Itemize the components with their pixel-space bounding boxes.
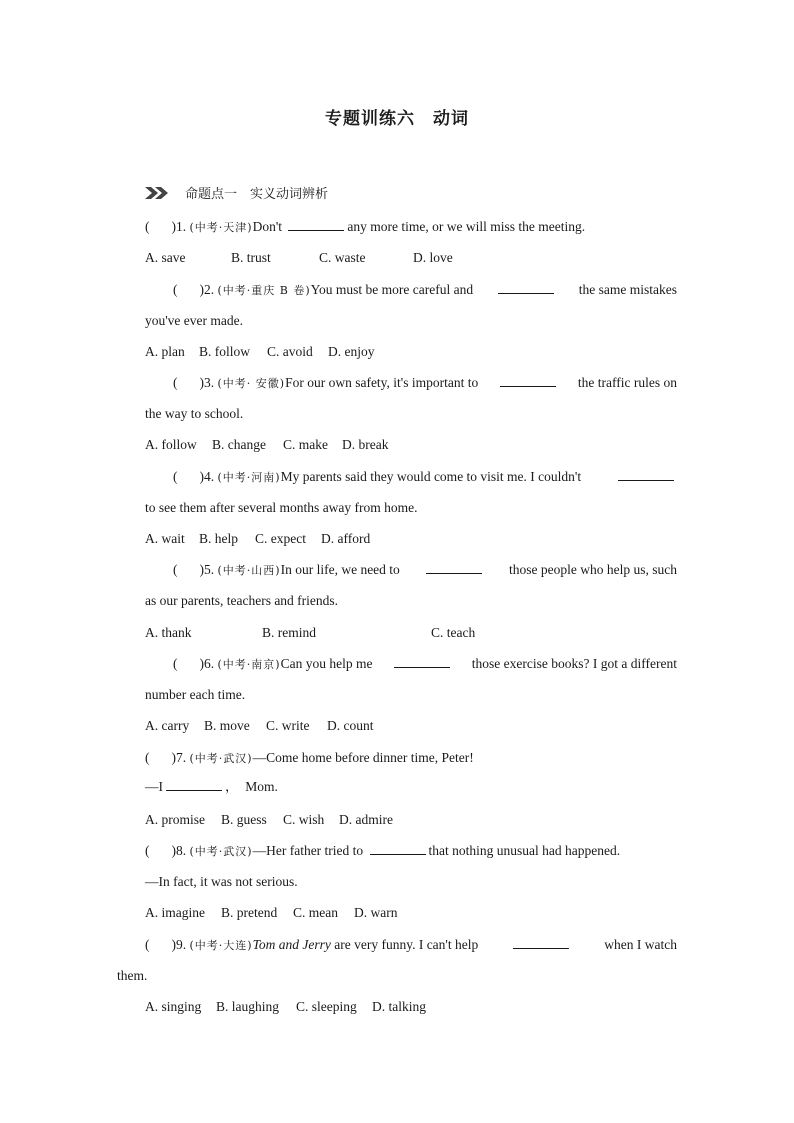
option: A. follow (145, 437, 197, 452)
option: C. expect (255, 531, 306, 546)
options-3 (145, 436, 388, 454)
question-text: In our life, we need to (280, 562, 400, 577)
question-text: those exercise books? I got a different (471, 656, 677, 671)
page-title: 专题训练六 动词 (325, 109, 469, 129)
option: B. pretend (221, 905, 278, 920)
question-source: (中考·南京) (217, 658, 281, 671)
answer-blank[interactable] (288, 218, 344, 231)
question-text: those people who help us, such (509, 562, 677, 577)
question-7 (145, 749, 474, 768)
option: B. change (212, 437, 266, 452)
question-text: that nothing unusual had happened. (428, 843, 621, 858)
question-text-continued: you've ever made. (145, 313, 244, 328)
question-1 (145, 218, 585, 237)
question-number: )2. (199, 282, 215, 297)
answer-blank[interactable] (166, 778, 222, 791)
section-heading (145, 183, 328, 202)
option: A. singing (145, 999, 202, 1014)
answer-paren: ( (145, 843, 150, 858)
question-number: )7. (171, 750, 187, 765)
option: D. warn (354, 905, 398, 920)
question-source: (中考·武汉) (189, 752, 253, 765)
question-source: (中考·山西) (217, 564, 281, 577)
question-3 (173, 374, 677, 393)
reply-8: —In fact, it was not serious. (145, 874, 298, 889)
option: D. admire (339, 812, 393, 827)
question-text: when I watch (604, 937, 677, 952)
question-number: )1. (171, 219, 187, 234)
answer-blank[interactable] (394, 655, 450, 668)
reply-7 (145, 778, 278, 796)
options-1 (145, 249, 453, 267)
option: C. avoid (267, 344, 313, 359)
question-text-continued: number each time. (145, 687, 246, 702)
answer-paren: ( (173, 375, 178, 390)
option: B. move (204, 718, 250, 733)
option: B. laughing (216, 999, 279, 1014)
question-text: are very funny. I can't help (334, 937, 479, 952)
answer-blank[interactable] (426, 561, 482, 574)
question-text: —Her father tried to (252, 843, 364, 858)
question-text: Can you help me (280, 656, 373, 671)
question-number: )5. (199, 562, 215, 577)
option: B. help (199, 531, 238, 546)
option: C. wish (283, 812, 325, 827)
question-text: My parents said they would come to visit me. I couldn't (280, 469, 582, 484)
answer-blank[interactable] (370, 842, 426, 855)
option: A. imagine (145, 905, 205, 920)
options-9 (145, 998, 426, 1016)
option: C. make (283, 437, 328, 452)
question-source: (中考· 安徽) (217, 377, 286, 390)
option: C. mean (293, 905, 338, 920)
question-text-continued: them. (117, 968, 148, 983)
question-6 (173, 655, 677, 674)
answer-blank[interactable] (498, 281, 554, 294)
question-2 (173, 281, 677, 300)
option: D. count (327, 718, 374, 733)
answer-paren: ( (173, 562, 178, 577)
answer-paren: ( (145, 750, 150, 765)
question-text: You must be more careful and (310, 282, 474, 297)
option: B. trust (231, 250, 271, 265)
option: D. break (342, 437, 389, 452)
option: C. write (266, 718, 310, 733)
option: A. promise (145, 812, 205, 827)
section-label: 命题点一 实义动词辨析 (185, 187, 329, 202)
question-source: (中考·武汉) (189, 845, 253, 858)
options-6 (145, 717, 374, 735)
question-source: (中考·大连) (189, 939, 253, 952)
question-text: —Come home before dinner time, Peter! (252, 750, 474, 765)
work-title: Tom and Jerry (252, 937, 331, 952)
option: B. follow (199, 344, 251, 359)
option: A. wait (145, 531, 185, 546)
question-number: )9. (171, 937, 187, 952)
answer-blank[interactable] (513, 936, 569, 949)
option: C. waste (319, 250, 366, 265)
question-text: any more time, or we will miss the meeting. (347, 219, 586, 234)
question-text: Don't (252, 219, 283, 234)
option: D. talking (372, 999, 426, 1014)
question-text: For our own safety, it's important to (285, 375, 479, 390)
question-text: the same mistakes (578, 282, 677, 297)
question-5 (173, 561, 677, 580)
options-7 (145, 811, 393, 829)
question-text-continued: to see them after several months away from home. (145, 500, 418, 515)
option: C. teach (431, 625, 476, 640)
question-text-continued: the way to school. (145, 406, 244, 421)
question-number: )8. (171, 843, 187, 858)
answer-paren: ( (145, 219, 150, 234)
answer-blank[interactable] (618, 468, 674, 481)
options-4 (145, 530, 370, 548)
question-number: )6. (199, 656, 215, 671)
question-9 (145, 936, 677, 955)
options-5 (145, 624, 475, 642)
option: A. carry (145, 718, 190, 733)
option: D. love (413, 250, 453, 265)
option: A. plan (145, 344, 185, 359)
question-text: the traffic rules on (577, 375, 677, 390)
option: C. sleeping (296, 999, 357, 1014)
option: A. thank (145, 625, 192, 640)
question-4 (173, 468, 677, 487)
question-8 (145, 842, 620, 861)
option: A. save (145, 250, 186, 265)
answer-paren: ( (145, 937, 150, 952)
question-text: —I (145, 779, 163, 794)
answer-blank[interactable] (500, 374, 556, 387)
double-arrow-icon (145, 185, 171, 201)
question-source: (中考·重庆 B 卷) (217, 284, 311, 297)
question-number: )3. (199, 375, 215, 390)
options-8 (145, 904, 398, 922)
question-text: ， Mom. (225, 779, 278, 794)
question-source: (中考·天津) (189, 221, 253, 234)
option: B. guess (221, 812, 267, 827)
question-number: )4. (199, 469, 215, 484)
option: D. enjoy (328, 344, 375, 359)
answer-paren: ( (173, 469, 178, 484)
question-text-continued: as our parents, teachers and friends. (145, 593, 339, 608)
answer-paren: ( (173, 282, 178, 297)
answer-paren: ( (173, 656, 178, 671)
option: D. afford (321, 531, 371, 546)
question-source: (中考·河南) (217, 471, 281, 484)
options-2 (145, 343, 375, 361)
option: B. remind (262, 625, 316, 640)
